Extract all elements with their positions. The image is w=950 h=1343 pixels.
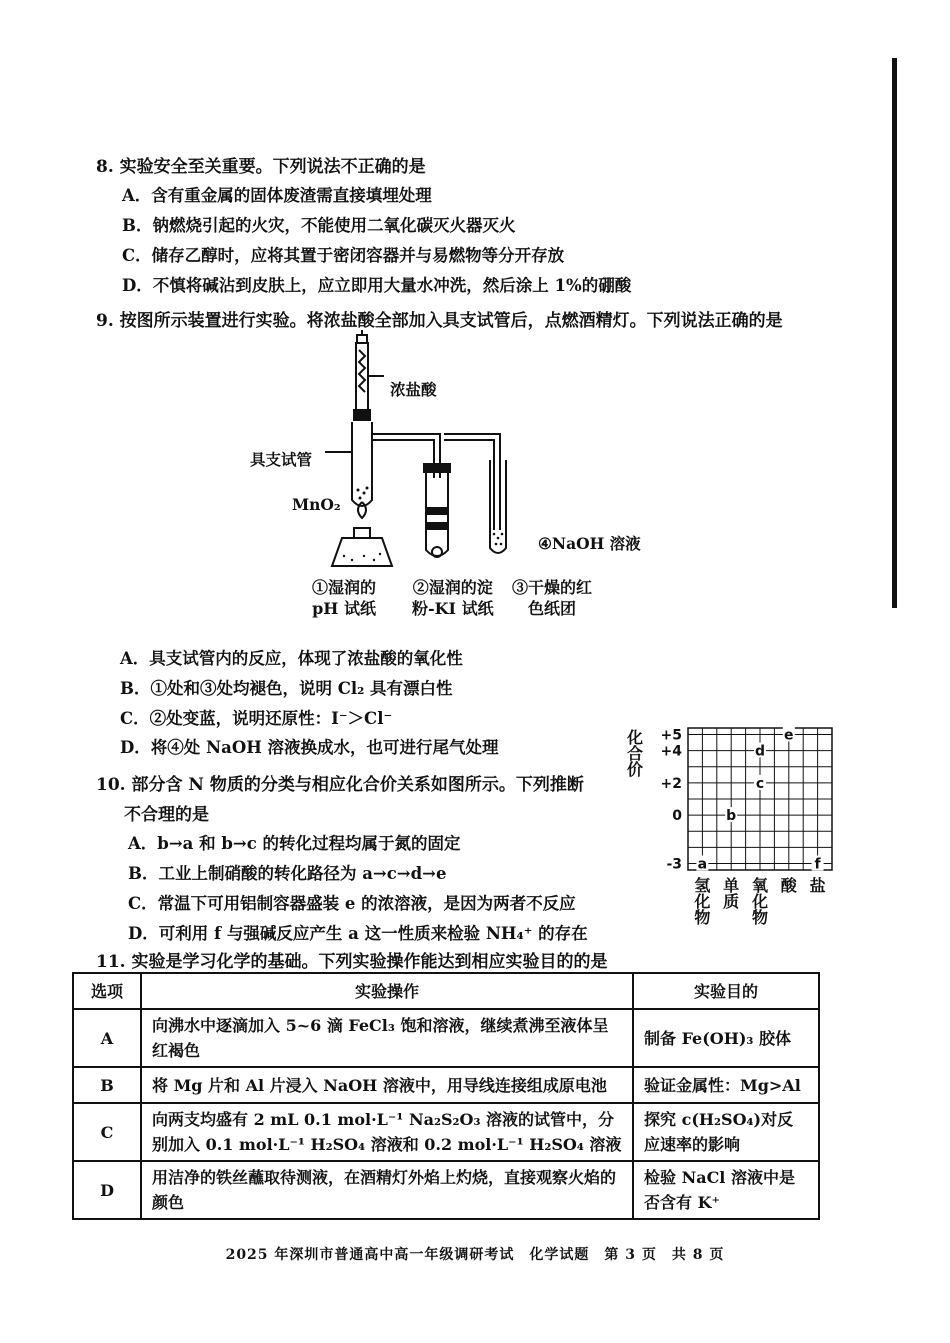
- y-tick-label: -3: [666, 856, 682, 873]
- table-row: [73, 1103, 819, 1161]
- point-c: c: [755, 775, 765, 792]
- row-operation: 向两支均盛有 2 mL 0.1 mol·L⁻¹ Na₂S₂O₃ 溶液的试管中，分别加入 0.1 mol·L⁻¹ H₂SO₄ 溶液和 0.2 mol·L⁻¹ H₂SO₄ 溶液: [141, 1103, 633, 1161]
- point-d: d: [754, 743, 766, 760]
- table-row: [73, 1161, 819, 1219]
- y-tick-label: +5: [660, 727, 682, 744]
- label-conc-hcl: 浓盐酸: [390, 380, 437, 399]
- q10-option-b: B．工业上制硝酸的转化路径为 a→c→d→e: [128, 864, 447, 883]
- q10-option-c: C．常温下可用铝制容器盛装 e 的浓溶液，是因为两者不反应: [128, 894, 576, 913]
- q10-option-a: A．b→a 和 b→c 的转化过程均属于氮的固定: [128, 834, 461, 853]
- row-operation: 向沸水中逐滴加入 5~6 滴 FeCl₃ 饱和溶液，继续煮沸至液体呈红褐色: [141, 1009, 633, 1067]
- page-footer: 2025 年深圳市普通高中高一年级调研考试 化学试题 第 3 页 共 8 页: [225, 1247, 725, 1263]
- label-starch-ki-paper: ②湿润的淀 粉-KI 试纸: [412, 578, 494, 618]
- table-header-row: [73, 973, 819, 1009]
- row-purpose: 探究 c(H₂SO₄)对反应速率的影响: [633, 1103, 819, 1161]
- row-operation: 将 Mg 片和 Al 片浸入 NaOH 溶液中，用导线连接组成原电池: [141, 1067, 633, 1103]
- q9-option-d: D．将④处 NaOH 溶液换成水，也可进行尾气处理: [120, 738, 499, 757]
- y-tick-label: +4: [660, 743, 682, 760]
- q8-option-b: B．钠燃烧引起的火灾，不能使用二氧化碳灭火器灭火: [122, 216, 516, 235]
- q9-apparatus-diagram: [320, 330, 550, 580]
- row-option: C: [73, 1103, 141, 1161]
- row-option: B: [73, 1067, 141, 1103]
- q9-option-c: C．②处变蓝，说明还原性：I⁻＞Cl⁻: [120, 709, 393, 728]
- point-f: f: [814, 856, 821, 873]
- category-label: 氢 化 物: [694, 876, 711, 927]
- q8-option-a: A．含有重金属的固体废渣需直接填埋处理: [122, 186, 432, 205]
- q10-stem-line1: 10. 部分含 N 物质的分类与相应化合价关系如图所示。下列推断: [96, 775, 584, 795]
- category-label: 酸: [780, 876, 797, 895]
- valence-chart: [620, 720, 840, 935]
- point-e: e: [784, 727, 794, 744]
- y-tick-label: 0: [672, 808, 682, 825]
- row-operation: 用洁净的铁丝蘸取待测液，在酒精灯外焰上灼烧，直接观察火焰的颜色: [141, 1161, 633, 1219]
- q11-experiment-table: [72, 972, 820, 1220]
- label-mno2: MnO₂: [292, 495, 341, 514]
- ylabel-char: 化: [626, 728, 643, 747]
- q10-stem-line2: 不合理的是: [124, 805, 209, 825]
- category-label: 氧 化 物: [751, 876, 768, 927]
- q9-option-a: A．具支试管内的反应，体现了浓盐酸的氧化性: [120, 649, 463, 668]
- label-naoh-solution: ④NaOH 溶液: [538, 534, 641, 553]
- table-row: [73, 1009, 819, 1067]
- row-purpose: 验证金属性：Mg>Al: [633, 1067, 819, 1103]
- table-row: [73, 1067, 819, 1103]
- row-purpose: 制备 Fe(OH)₃ 胶体: [633, 1009, 819, 1067]
- point-b: b: [726, 808, 737, 825]
- q9-stem: 9. 按图所示装置进行实验。将浓盐酸全部加入具支试管后，点燃酒精灯。下列说法正确的是: [96, 311, 783, 331]
- header-operation: 实验操作: [141, 973, 633, 1009]
- category-label: 单 质: [723, 876, 740, 911]
- ylabel-char: 价: [626, 760, 643, 779]
- y-tick-label: +2: [660, 775, 682, 792]
- header-purpose: 实验目的: [633, 973, 819, 1009]
- row-option: A: [73, 1009, 141, 1067]
- row-option: D: [73, 1161, 141, 1219]
- point-a: a: [697, 856, 708, 873]
- margin-bar: [892, 58, 897, 608]
- category-label: 盐: [809, 876, 826, 895]
- q11-stem: 11. 实验是学习化学的基础。下列实验操作能达到相应实验目的的是: [96, 952, 608, 972]
- header-option: 选项: [73, 973, 141, 1009]
- label-red-paper: ③干燥的红 色纸团: [512, 578, 593, 618]
- q8-stem: 8. 实验安全至关重要。下列说法不正确的是: [96, 157, 426, 177]
- q8-option-c: C．储存乙醇时，应将其置于密闭容器并与易燃物等分开存放: [122, 246, 565, 265]
- label-side-arm-tube: 具支试管: [250, 450, 313, 469]
- label-ph-paper: ①湿润的 pH 试纸: [312, 578, 377, 618]
- q8-option-d: D．不慎将碱沾到皮肤上，应立即用大量水冲洗，然后涂上 1%的硼酸: [122, 276, 632, 295]
- ylabel-char: 合: [626, 744, 643, 763]
- row-purpose: 检验 NaCl 溶液中是否含有 K⁺: [633, 1161, 819, 1219]
- q10-option-d: D．可利用 f 与强碱反应产生 a 这一性质来检验 NH₄⁺ 的存在: [128, 924, 588, 943]
- q9-option-b: B．①处和③处均褪色，说明 Cl₂ 具有漂白性: [120, 679, 453, 698]
